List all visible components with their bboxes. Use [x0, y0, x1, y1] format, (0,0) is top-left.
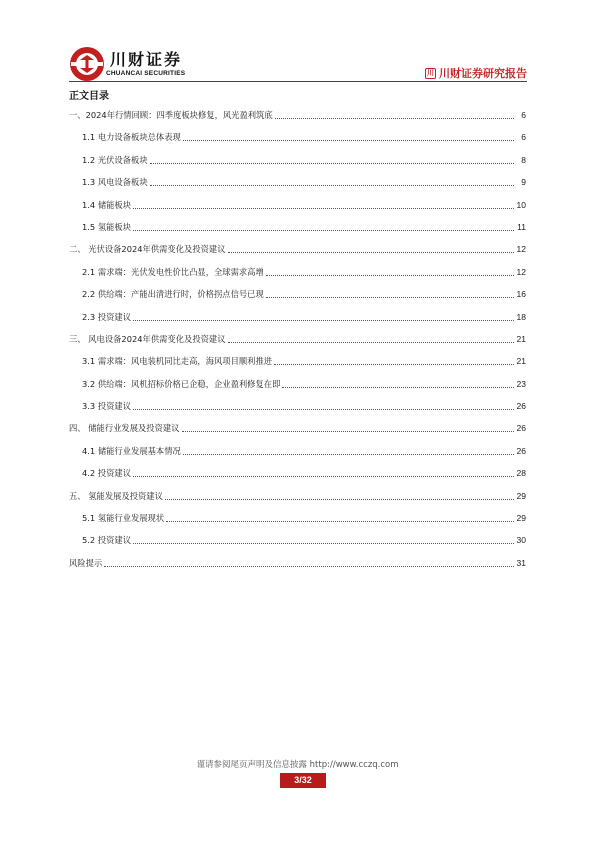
toc-entry[interactable]: [69, 467, 526, 489]
toc-leader-dots: [266, 266, 514, 276]
toc-entry-page: 23: [516, 378, 526, 389]
toc-entry-page: 26: [516, 401, 526, 412]
toc-entry-page: 8: [521, 154, 526, 165]
toc-entry-page: 29: [516, 490, 526, 501]
toc-entry-title: 2.1 需求端：光伏发电性价比凸显，全球需求高增: [82, 266, 264, 277]
toc-entry-page: 29: [516, 513, 526, 524]
toc-entry-page: 6: [521, 132, 526, 143]
toc-entry[interactable]: [69, 557, 526, 579]
toc-leader-dots: [133, 467, 514, 477]
toc-entry-page: 12: [516, 266, 526, 277]
toc-entry[interactable]: [69, 333, 526, 355]
toc-entry[interactable]: [69, 154, 526, 176]
toc-entry[interactable]: [69, 176, 526, 198]
toc-entry-page: 28: [516, 468, 526, 479]
brand-mark-icon: 川: [427, 68, 434, 77]
toc-entry-title: 1.3 风电设备板块: [82, 177, 148, 188]
toc-entry-page: 11: [517, 221, 526, 232]
toc-entry[interactable]: [69, 109, 526, 131]
toc-entry-page: 10: [516, 199, 526, 210]
toc-entry-title: 1.1 电力设备板块总体表现: [82, 132, 181, 143]
toc-entry-title: 4.2 投资建议: [82, 468, 132, 479]
toc-entry[interactable]: [69, 243, 526, 265]
toc-leader-dots: [133, 221, 514, 231]
toc-entry-title: 一、2024年行情回顾：四季度板块修复，风光盈利筑底: [69, 110, 273, 120]
toc-entry[interactable]: [69, 512, 526, 534]
toc-entry[interactable]: [69, 266, 526, 288]
toc-entry-title: 2.2 供给端：产能出清进行时，价格拐点信号已现: [82, 289, 264, 300]
toc-entry-page: 12: [516, 244, 526, 255]
toc-entry-page: 16: [516, 289, 526, 300]
toc-entry[interactable]: [69, 422, 526, 444]
toc-leader-dots: [150, 176, 514, 186]
toc-entry-title: 3.3 投资建议: [82, 401, 132, 412]
toc-leader-dots: [133, 311, 514, 321]
toc-entry-title: 风险提示: [69, 557, 103, 568]
toc-entry[interactable]: [69, 199, 526, 221]
toc-entry[interactable]: [69, 445, 526, 467]
toc-leader-dots: [274, 355, 514, 365]
toc-leader-dots: [275, 109, 514, 119]
toc-leader-dots: [228, 333, 514, 343]
toc-entry-title: 1.5 氢能板块: [82, 221, 132, 232]
toc-entry-page: 9: [521, 177, 526, 188]
toc-leader-dots: [183, 445, 514, 455]
toc-entry-title: 二、 光伏设备2024年供需变化及投资建议: [69, 244, 226, 255]
toc-entry-title: 三、 风电设备2024年供需变化及投资建议: [69, 333, 226, 344]
toc-leader-dots: [133, 400, 514, 410]
page-number-badge: 3/32: [280, 773, 326, 788]
table-of-contents: [69, 109, 526, 579]
toc-entry[interactable]: [69, 400, 526, 422]
toc-entry-page: 6: [521, 110, 526, 120]
company-name-cn: 川财证券: [110, 50, 183, 69]
toc-entry[interactable]: [69, 311, 526, 333]
toc-entry-title: 1.2 光伏设备板块: [82, 154, 148, 165]
header-divider: [69, 81, 527, 82]
toc-entry-title: 3.1 需求端：风电装机同比走高，海风项目顺利推进: [82, 356, 273, 367]
toc-leader-dots: [182, 422, 515, 432]
toc-leader-dots: [183, 131, 514, 141]
toc-leader-dots: [133, 199, 514, 209]
toc-heading: 正文目录: [69, 91, 109, 102]
toc-leader-dots: [282, 378, 514, 388]
toc-entry-title: 1.4 储能板块: [82, 199, 132, 210]
toc-leader-dots: [104, 557, 514, 567]
toc-entry-page: 21: [516, 333, 526, 344]
toc-leader-dots: [133, 534, 514, 544]
toc-entry[interactable]: [69, 221, 526, 243]
toc-leader-dots: [165, 490, 514, 500]
toc-entry[interactable]: [69, 534, 526, 556]
toc-entry-title: 4.1 储能行业发展基本情况: [82, 445, 181, 456]
toc-entry-page: 26: [516, 423, 526, 434]
toc-entry-title: 2.3 投资建议: [82, 311, 132, 322]
toc-entry-title: 5.1 氢能行业发展现状: [82, 513, 165, 524]
toc-entry-page: 31: [516, 557, 526, 568]
toc-entry[interactable]: [69, 490, 526, 512]
toc-entry[interactable]: [69, 378, 526, 400]
toc-entry[interactable]: [69, 288, 526, 310]
report-brand-label: 川财证券研究报告: [439, 67, 527, 80]
toc-leader-dots: [266, 288, 514, 298]
page-header: [0, 0, 595, 90]
toc-leader-dots: [166, 512, 514, 522]
toc-entry-page: 26: [516, 445, 526, 456]
toc-leader-dots: [228, 243, 514, 253]
report-brand: [425, 65, 527, 81]
toc-entry-title: 五、 氢能发展及投资建议: [69, 490, 163, 501]
toc-leader-dots: [150, 154, 514, 164]
company-name-en: CHUANCAI SECURITIES: [106, 70, 186, 77]
footer-disclaimer[interactable]: 谨请参阅尾页声明及信息披露 http://www.cczq.com: [196, 760, 399, 770]
toc-entry-page: 30: [516, 535, 526, 546]
toc-entry[interactable]: [69, 355, 526, 377]
toc-entry-page: 21: [516, 356, 526, 367]
toc-entry-page: 18: [516, 311, 526, 322]
toc-entry-title: 四、 储能行业发展及投资建议: [69, 423, 180, 434]
chuancai-logo-icon: [69, 46, 105, 82]
toc-entry-title: 3.2 供给端：风机招标价格已企稳，企业盈利修复在即: [82, 378, 281, 389]
toc-entry[interactable]: [69, 131, 526, 153]
toc-entry-title: 5.2 投资建议: [82, 535, 132, 546]
